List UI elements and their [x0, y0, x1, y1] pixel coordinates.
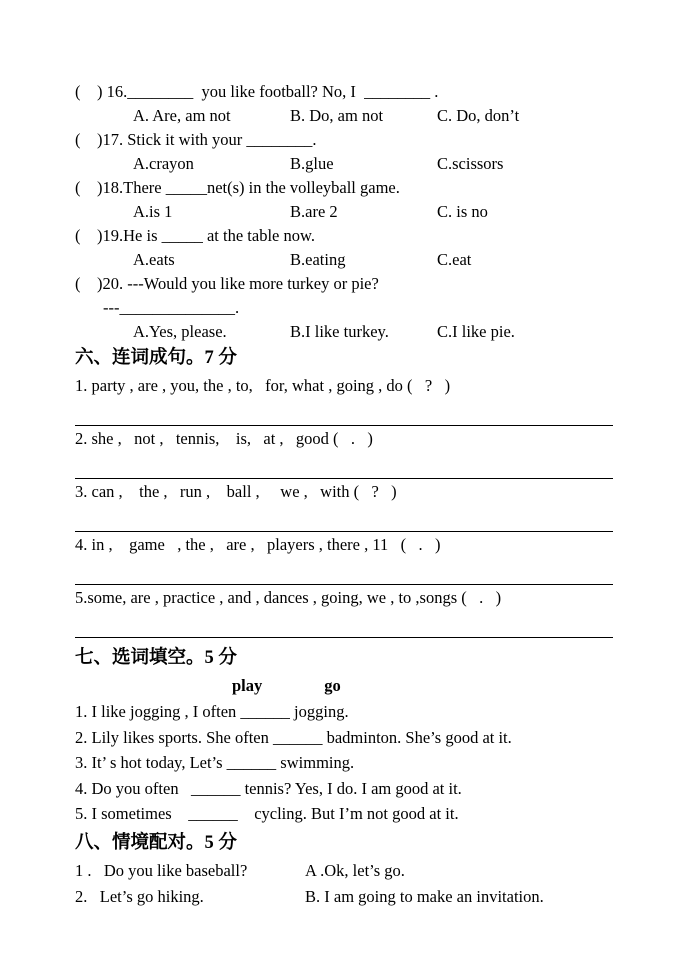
mc-question-18: ( )18.There _____net(s) in the volleyball game. — [75, 178, 400, 197]
mc-question-20: ( )20. ---Would you like more turkey or pie? — [75, 274, 379, 293]
fill-item-3: 3. It’ s hot today, Let’s ______ swimming. — [75, 753, 355, 772]
section-6-heading: 六、连词成句。7 分 — [75, 348, 237, 368]
section-7-heading: 七、选词填空。5 分 — [75, 648, 237, 668]
mc-20-option-b: B.I like turkey. — [290, 322, 389, 341]
rearrange-item-2: 2. she , not , tennis, is, at , good ( . ) — [75, 429, 373, 448]
fill-item-1: 1. I like jogging , I often ______ jogging. — [75, 702, 349, 721]
rearrange-item-1: 1. party , are , you, the , to, for, what , going , do ( ? ) — [75, 376, 451, 395]
mc-options-19 — [75, 248, 613, 272]
answer-line-3 — [75, 504, 613, 532]
mc-16-option-c: C. Do, don’t — [437, 106, 520, 125]
section-8-heading: 八、情境配对。5 分 — [75, 832, 237, 853]
fill-item-5: 5. I sometimes ______ cycling. But I’m not good at it. — [75, 804, 459, 823]
mc-16-option-b: B. Do, am not — [290, 106, 384, 125]
fill-item-4: 4. Do you often ______ tennis? Yes, I do. I am good at it. — [75, 778, 462, 798]
mc-question-17: ( )17. Stick it with your ________. — [75, 130, 317, 149]
mc-19-option-a: A.eats — [133, 250, 175, 269]
rearrange-item-5: 5.some, are , practice , and , dances , going, we , to ,songs ( . ) — [75, 588, 502, 607]
match-question-2: 2. Let’s go hiking. — [75, 886, 204, 906]
mc-18-option-a: A.is 1 — [133, 202, 173, 221]
answer-line-5 — [75, 610, 613, 638]
mc-18-option-b: B.are 2 — [290, 202, 338, 221]
match-answer-1: A .Ok, let’s go. — [305, 860, 405, 880]
mc-19-option-b: B.eating — [290, 250, 346, 269]
answer-line-4 — [75, 557, 613, 585]
mc-17-option-a: A.crayon — [133, 154, 194, 173]
mc-19-option-c: C.eat — [437, 250, 472, 269]
answer-line-2 — [75, 451, 613, 479]
rearrange-item-4: 4. in , game , the , are , players , there , 11 ( . ) — [75, 535, 441, 554]
word-bank-go: go — [324, 676, 341, 695]
mc-16-option-a: A. Are, am not — [133, 106, 231, 125]
mc-options-17 — [75, 152, 613, 176]
mc-18-option-c: C. is no — [437, 202, 488, 221]
match-row-2 — [75, 884, 613, 910]
mc-17-option-c: C.scissors — [437, 154, 504, 173]
mc-question-16: ( ) 16.________ you like football? No, I ________ . — [75, 82, 439, 101]
mc-options-18 — [75, 200, 613, 224]
mc-options-20 — [75, 320, 613, 344]
section-situation-match — [75, 829, 613, 910]
section-word-fill — [75, 644, 613, 827]
match-answer-2: B. I am going to make an invitation. — [305, 886, 544, 906]
answer-line-1 — [75, 398, 613, 426]
match-question-1: 1 . Do you like baseball? — [75, 860, 248, 880]
mc-20-option-c: C.I like pie. — [437, 322, 515, 341]
mc-options-16 — [75, 104, 613, 128]
mc-20-option-a: A.Yes, please. — [133, 322, 227, 341]
mc-17-option-b: B.glue — [290, 154, 334, 173]
fill-item-2: 2. Lily likes sports. She often ______ badminton. She’s good at it. — [75, 727, 512, 747]
multiple-choice-section — [75, 80, 613, 344]
match-row-1 — [75, 858, 613, 884]
section-rearrange-words — [75, 344, 613, 638]
word-bank — [75, 673, 613, 699]
mc-question-19: ( )19.He is _____ at the table now. — [75, 226, 315, 245]
word-bank-play: play — [232, 676, 263, 695]
mc-question-20-answer-blank: ---______________. — [103, 298, 240, 317]
rearrange-item-3: 3. can , the , run , ball , we , with ( ? ) — [75, 482, 397, 501]
